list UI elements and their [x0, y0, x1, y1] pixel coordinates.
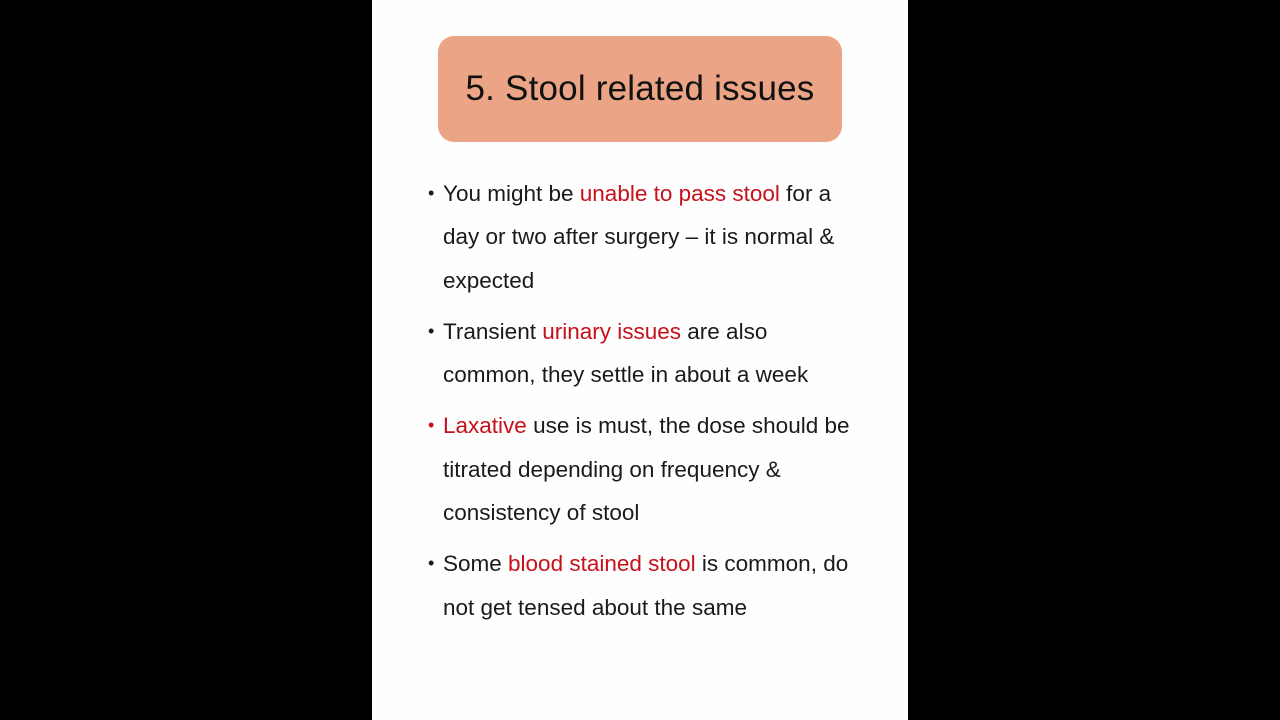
bullet-dot-icon: • [428, 415, 435, 436]
bullet-item-unable-to-pass-stool [428, 172, 864, 302]
slide-title: 5. Stool related issues [465, 69, 815, 108]
bullet-dot-icon: • [428, 553, 435, 574]
bullet-text-post: for a day or two after surgery – it is normal & expected [443, 181, 835, 293]
bullet-text-post: use is must, the dose should be titrated depending on frequency & consistency of stool [443, 413, 850, 526]
bullet-text-post: are also common, they settle in about a week [443, 318, 809, 388]
bullet-item-urinary-issues [428, 310, 864, 397]
bullet-highlight: blood stained stool [508, 551, 696, 577]
bullet-highlight: urinary issues [542, 318, 682, 344]
bullet-list [428, 172, 864, 637]
bullet-highlight: unable to pass stool [579, 181, 780, 206]
bullet-text-pre: Transient [443, 318, 543, 344]
bullet-text-pre: You might be [443, 181, 580, 206]
slide [372, 0, 908, 720]
bullet-highlight: Laxative [443, 413, 527, 439]
bullet-item-blood-stained-stool [428, 542, 864, 629]
bullet-text-post: is common, do not get tensed about the same [443, 551, 849, 620]
bullet-text-pre: Some [443, 551, 509, 577]
bullet-dot-icon: • [428, 183, 435, 203]
title-box [438, 36, 842, 142]
bullet-dot-icon: • [428, 320, 435, 341]
bullet-item-laxative [428, 404, 864, 534]
